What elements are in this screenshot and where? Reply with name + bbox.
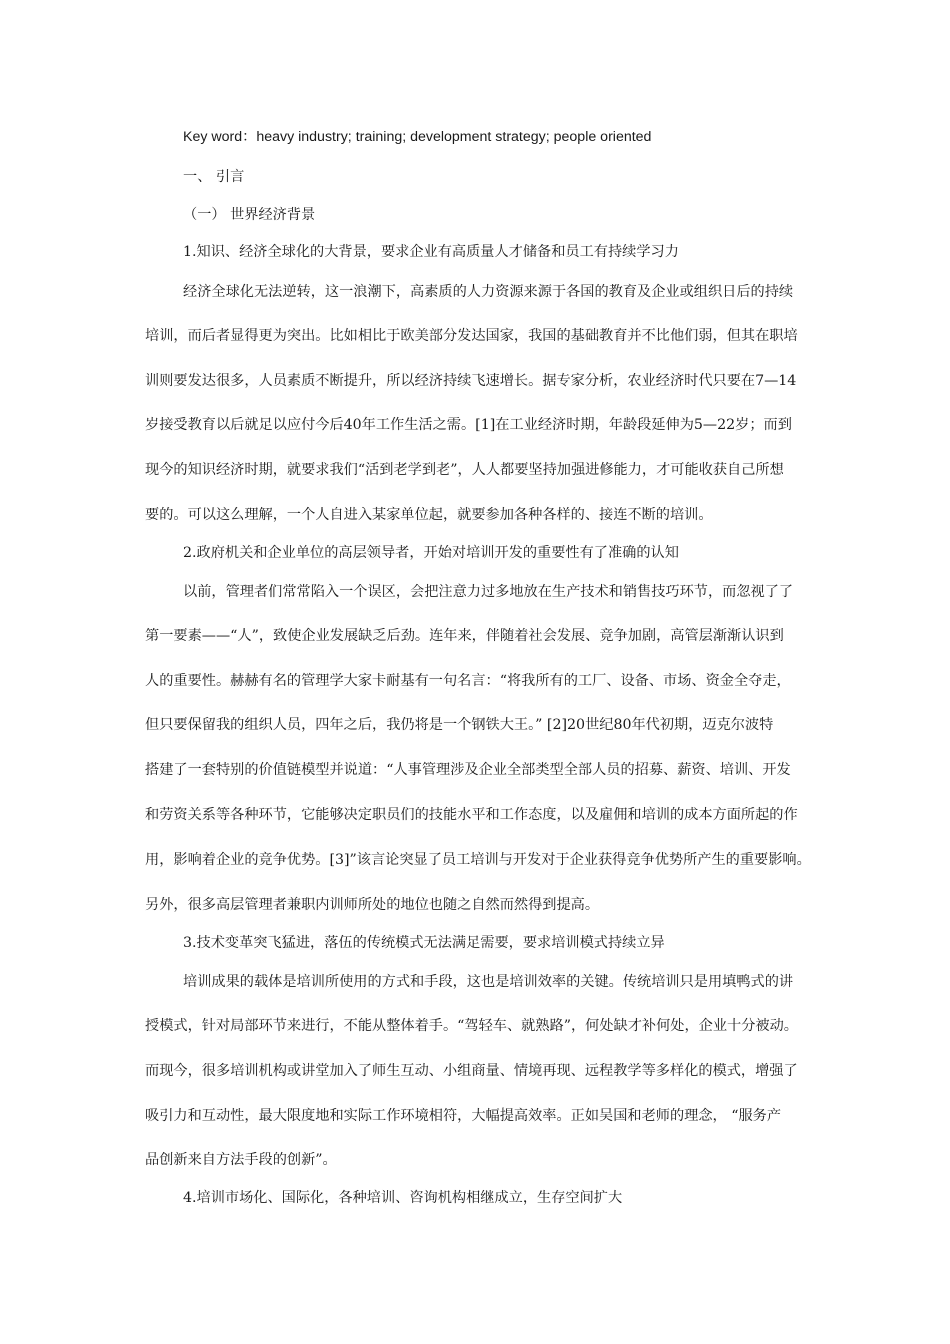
point-heading-3: 3.技术变革突飞猛进，落伍的传统模式无法满足需要，要求培训模式持续立异 xyxy=(183,935,665,951)
point-heading-4: 4.培训市场化、国际化，各种培训、咨询机构相继成立，生存空间扩大 xyxy=(183,1190,623,1206)
paragraph-line: 而现今，很多培训机构或讲堂加入了师生互动、小组商量、情境再现、远程教学等多样化的模式，增强了 xyxy=(145,1063,798,1079)
paragraph-line: 岁接受教育以后就足以应付今后40年工作生活之需。[1]在工业经济时期，年龄段延伸为5—22岁；而到 xyxy=(145,417,792,433)
section-heading: 一、 引言 xyxy=(183,169,245,185)
paragraph-line: 第一要素——“人”，致使企业发展缺乏后劲。连年来，伴随着社会发展、竞争加剧，高管层渐渐认识到 xyxy=(145,628,784,644)
paragraph-line: 现今的知识经济时期，就要求我们“活到老学到老”，人人都要坚持加强进修能力，才可能收获自己所想 xyxy=(145,462,784,478)
paragraph-line: 吸引力和互动性，最大限度地和实际工作环境相符，大幅提高效率。正如吴国和老师的理念， “服务产 xyxy=(145,1108,782,1124)
subsection-heading: （一） 世界经济背景 xyxy=(183,207,316,223)
paragraph-line: 经济全球化无法逆转，这一浪潮下，高素质的人力资源来源于各国的教育及企业或组织日后的持续 xyxy=(183,284,794,300)
paragraph-line: 以前，管理者们常常陷入一个误区，会把注意力过多地放在生产技术和销售技巧环节，而忽视了了 xyxy=(183,584,794,600)
keywords-line: Key word：heavy industry; training; development strategy; people oriented xyxy=(183,129,652,145)
paragraph-line: 授模式，针对局部环节来进行，不能从整体着手。“驾轻车、就熟路”，何处缺才补何处，企业十分被动。 xyxy=(145,1018,798,1034)
paragraph-line: 和劳资关系等各种环节，它能够决定职员们的技能水平和工作态度，以及雇佣和培训的成本方面所起的作 xyxy=(145,807,798,823)
paragraph-line: 人的重要性。赫赫有名的管理学大家卡耐基有一句名言：“将我所有的工厂、设备、市场、资金全夺走， xyxy=(145,673,791,689)
paragraph-line: 训则要发达很多，人员素质不断提升，所以经济持续飞速增长。据专家分析，农业经济时代只要在7—14 xyxy=(145,373,797,389)
paragraph-line: 培训，而后者显得更为突出。比如相比于欧美部分发达国家，我国的基础教育并不比他们弱，但其在职培 xyxy=(145,328,798,344)
paragraph-line: 但只要保留我的组织人员，四年之后，我仍将是一个钢铁大王。” [2]20世纪80年代初期，迈克尔波特 xyxy=(145,717,774,733)
point-heading-2: 2.政府机关和企业单位的高层领导者，开始对培训开发的重要性有了准确的认知 xyxy=(183,545,679,561)
point-heading-1: 1.知识、经济全球化的大背景，要求企业有高质量人才储备和员工有持续学习力 xyxy=(183,244,679,260)
paragraph-line: 另外，很多高层管理者兼职内训师所处的地位也随之自然而然得到提高。 xyxy=(145,897,600,913)
paragraph-line: 培训成果的载体是培训所使用的方式和手段，这也是培训效率的关键。传统培训只是用填鸭式的讲 xyxy=(183,974,794,990)
paragraph-line: 搭建了一套特别的价值链模型并说道：“人事管理涉及企业全部类型全部人员的招募、薪资、培训、开发 xyxy=(145,762,791,778)
paragraph-line: 品创新来自方法手段的创新”。 xyxy=(145,1152,337,1168)
paragraph-line: 用，影响着企业的竞争优势。[3]”该言论突显了员工培训与开发对于企业获得竞争优势所产生的重要影响。 xyxy=(145,852,811,868)
paragraph-line: 要的。可以这么理解，一个人自进入某家单位起，就要参加各种各样的、接连不断的培训。 xyxy=(145,507,713,523)
